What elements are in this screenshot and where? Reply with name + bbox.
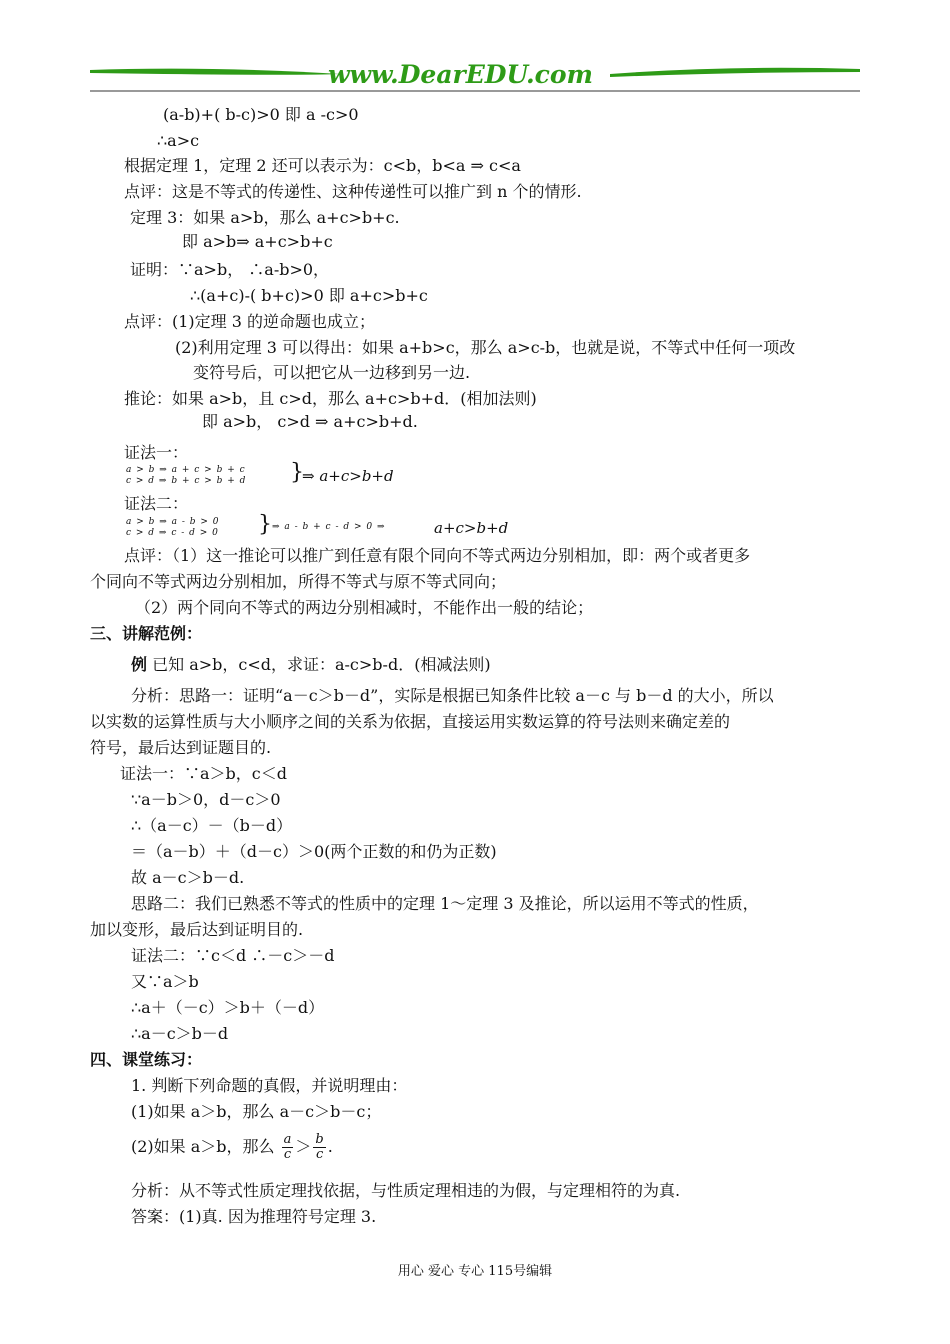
example-label: 例 bbox=[131, 655, 148, 674]
formula-result: a+c>b+d bbox=[434, 519, 509, 537]
proof-heading-1: 证法一： bbox=[124, 443, 189, 462]
theorem-3: 定理 3：如果 a>b，那么 a+c>b+c. bbox=[130, 208, 400, 227]
proof-line: ∴a－c＞b－d bbox=[131, 1024, 229, 1043]
comment-line: (2)利用定理 3 可以得出：如果 a+b>c，那么 a>c-b，也就是说，不等式中任何一项改 bbox=[175, 338, 796, 357]
gt-symbol: ＞ bbox=[295, 1137, 312, 1156]
text-line: (a-b)+( b-c)>0 即 a -c>0 bbox=[163, 105, 359, 124]
header-banner bbox=[90, 62, 860, 94]
formula-result: ⇒ a+c>b+d bbox=[302, 467, 394, 485]
exercise-line: (1)如果 a＞b，那么 a－c＞b－c； bbox=[131, 1102, 382, 1121]
comment-line: 变符号后，可以把它从一边移到另一边. bbox=[193, 363, 471, 382]
proof-line: ∴（a－c）－（b－d） bbox=[131, 816, 293, 835]
exercise-line bbox=[131, 1133, 333, 1162]
text-line: 根据定理 1，定理 2 还可以表示为：c<b，b<a ⇒ c<a bbox=[124, 156, 521, 175]
fraction: $\frac{a}{c}$ bbox=[283, 1132, 292, 1162]
example-line bbox=[131, 654, 491, 676]
proof-line: ∴a＋（－c）＞b＋（－d） bbox=[131, 998, 325, 1017]
site-logo: www.DearEDU.com bbox=[328, 60, 594, 89]
answer-line: 答案：(1)真. 因为推理符号定理 3. bbox=[131, 1207, 377, 1226]
comment-line: 个同向不等式两边分别相加，所得不等式与原不等式同向； bbox=[90, 572, 507, 591]
analysis-line: 符号，最后达到证题目的. bbox=[90, 738, 272, 757]
page-footer: 用心 爱心 专心 115号编辑 bbox=[397, 1264, 553, 1279]
text-line: 即 a>b， c>d ⇒ a+c>b+d. bbox=[202, 412, 418, 431]
proof-line: 证法一：∵a＞b，c＜d bbox=[120, 764, 287, 783]
proof-line: ＝（a－b）＋（d－c）＞0(两个正数的和仍为正数) bbox=[131, 842, 497, 861]
comment-line: 点评：(1)定理 3 的逆命题也成立； bbox=[124, 312, 376, 331]
proof-line: 证法二：∵c＜d ∴－c＞－d bbox=[131, 946, 335, 965]
exercise-text: (2)如果 a＞b，那么 bbox=[131, 1137, 275, 1156]
comment-line: （2）两个同向不等式的两边分别相减时，不能作出一般的结论； bbox=[135, 598, 594, 617]
formula-line: c > d ⇒ b + c > b + d bbox=[126, 476, 247, 486]
formula-line: c > d ⇒ c - d > 0 bbox=[126, 528, 219, 538]
proof-line: ∴(a+c)-( b+c)>0 即 a+c>b+c bbox=[190, 286, 428, 305]
fraction: $\frac{b}{c}$ bbox=[315, 1132, 324, 1162]
section-heading-3: 三、讲解范例： bbox=[90, 624, 203, 643]
example-text: 已知 a>b，c<d，求证：a-c>b-d．(相减法则) bbox=[147, 655, 491, 674]
formula-line: a > b ⇒ a - b > 0 bbox=[126, 517, 220, 527]
comment-line: 点评：（1）这一推论可以推广到任意有限个同向不等式两边分别相加，即：两个或者更多 bbox=[124, 546, 751, 565]
analysis-line: 加以变形，最后达到证明目的. bbox=[90, 920, 304, 939]
proof-heading-2: 证法二： bbox=[124, 494, 189, 513]
brace-symbol: } bbox=[258, 512, 272, 537]
formula-line: ⇒ a - b + c - d > 0 ⇒ bbox=[272, 522, 386, 532]
proof-line: 故 a－c＞b－d. bbox=[131, 868, 245, 887]
text-line: 即 a>b⇒ a+c>b+c bbox=[182, 232, 333, 251]
formula-line: a > b ⇒ a + c > b + c bbox=[126, 465, 246, 475]
exercise-line: 1. 判断下列命题的真假，并说明理由： bbox=[131, 1076, 408, 1095]
analysis-line: 分析：从不等式性质定理找依据，与性质定理相违的为假，与定理相符的为真. bbox=[131, 1181, 681, 1200]
analysis-line: 思路二：我们已熟悉不等式的性质中的定理 1～定理 3 及推论，所以运用不等式的性质， bbox=[131, 894, 759, 913]
corollary: 推论：如果 a>b，且 c>d，那么 a+c>b+d．(相加法则) bbox=[124, 389, 537, 408]
brace-symbol: } bbox=[290, 460, 304, 485]
analysis-line: 以实数的运算性质与大小顺序之间的关系为依据，直接运用实数运算的符号法则来确定差的 bbox=[90, 712, 731, 731]
text-line: ∴a>c bbox=[157, 131, 200, 150]
analysis-line: 分析：思路一：证明“a－c＞b－d”，实际是根据已知条件比较 a－c 与 b－d 的大小，所以 bbox=[131, 686, 774, 705]
period: . bbox=[327, 1137, 333, 1156]
text-line: 点评：这是不等式的传递性、这种传递性可以推广到 n 个的情形. bbox=[124, 182, 582, 201]
proof-line: 又∵a＞b bbox=[131, 972, 199, 991]
proof-line: 证明：∵a>b， ∴a-b>0， bbox=[130, 260, 330, 279]
proof-line: ∵a－b＞0，d－c＞0 bbox=[131, 790, 281, 809]
section-heading-4: 四、课堂练习： bbox=[90, 1050, 203, 1069]
